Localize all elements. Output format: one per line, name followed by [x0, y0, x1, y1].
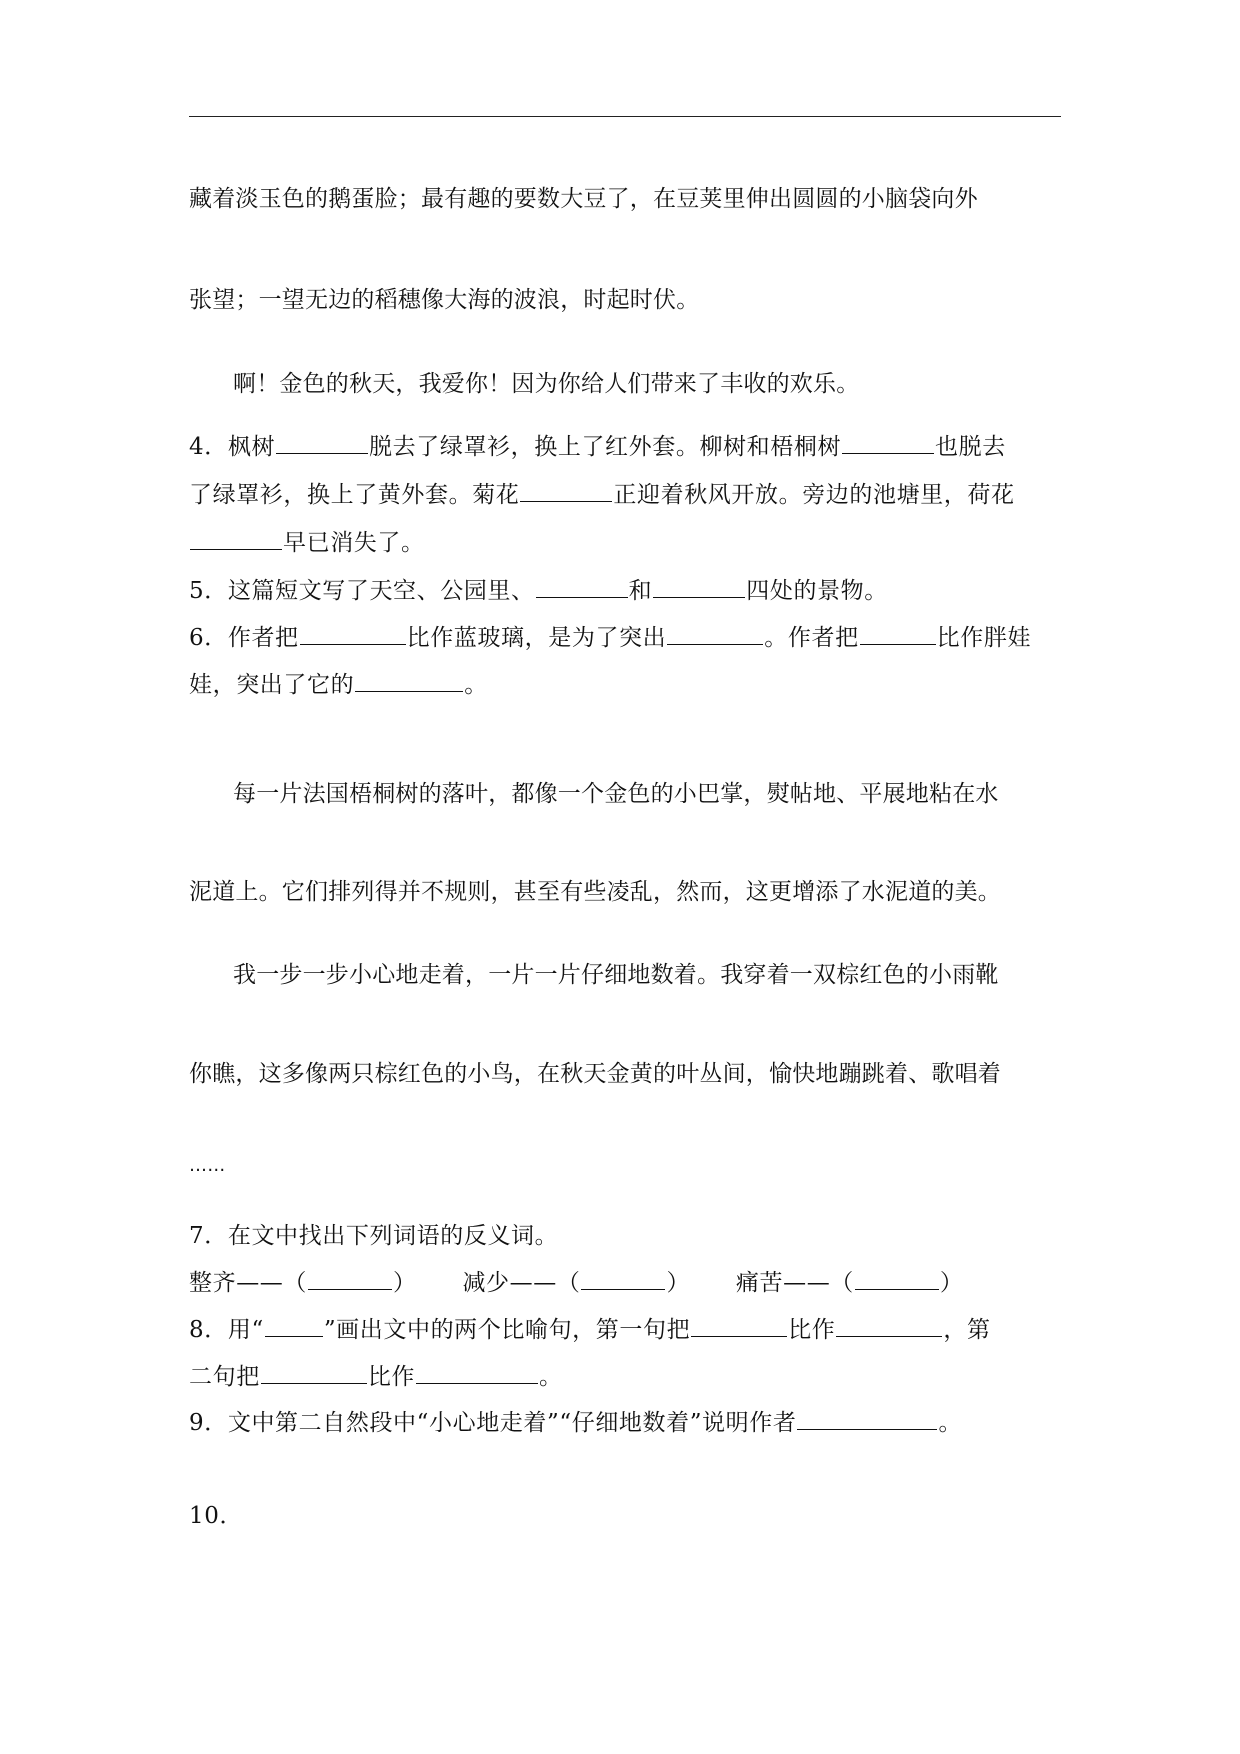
question-8-text: 比作	[367, 1364, 416, 1390]
answer-blank[interactable]	[265, 1332, 323, 1337]
answer-blank[interactable]	[308, 1285, 392, 1290]
question-7-text: 在文中找出下列词语的反义词。	[227, 1223, 559, 1249]
passage2-line-4: 你瞧，这多像两只棕红色的小鸟，在秋天金黄的叶丛间，愉快地蹦跳着、歌唱着	[189, 1061, 1001, 1087]
question-5-number: 5．	[189, 578, 228, 604]
answer-blank[interactable]	[667, 640, 763, 645]
question-5-text: 四处的景物。	[746, 578, 888, 604]
passage1-line-3: 啊！金色的秋天，我爱你！因为你给人们带来了丰收的欢乐。	[233, 371, 860, 397]
question-4-text: 早已消失了。	[283, 530, 425, 556]
question-7-items	[189, 1264, 964, 1297]
passage1-line-1: 藏着淡玉色的鹅蛋脸；最有趣的要数大豆了，在豆荚里伸出圆圆的小脑袋向外	[189, 186, 978, 212]
question-4-text: 枫树	[227, 434, 276, 460]
answer-blank[interactable]	[855, 1285, 939, 1290]
answer-blank[interactable]	[276, 449, 368, 454]
question-6-line-2	[189, 666, 488, 699]
answer-blank[interactable]	[836, 1332, 942, 1337]
antonym-close: ）	[666, 1270, 691, 1296]
answer-blank[interactable]	[416, 1379, 538, 1384]
antonym-close: ）	[393, 1270, 417, 1296]
question-7-prompt	[189, 1217, 558, 1250]
question-9-number: 9．	[189, 1410, 228, 1436]
question-6-text: 娃，突出了它的	[189, 672, 355, 698]
question-7-number: 7．	[189, 1223, 228, 1249]
question-8-line-2	[189, 1358, 563, 1391]
answer-blank[interactable]	[581, 1285, 665, 1290]
question-8-text: 。	[539, 1364, 563, 1390]
passage2-ellipsis: ……	[189, 1155, 226, 1176]
answer-blank[interactable]	[355, 687, 463, 692]
question-6-line-1	[189, 619, 1031, 652]
question-4-line-1	[189, 428, 1006, 461]
question-8-number: 8．	[189, 1317, 228, 1343]
answer-blank[interactable]	[842, 449, 934, 454]
answer-blank[interactable]	[653, 593, 745, 598]
answer-blank[interactable]	[860, 640, 936, 645]
question-6-text: 。作者把	[764, 625, 859, 651]
question-4-text: 了绿罩衫，换上了黄外套。菊花	[189, 482, 520, 508]
question-8-text: 二句把	[189, 1364, 260, 1390]
answer-blank[interactable]	[261, 1379, 367, 1384]
answer-blank[interactable]	[520, 497, 612, 502]
question-10-number: 10．	[189, 1503, 244, 1529]
question-8-text: ”画出文中的两个比喻句，第一句把	[323, 1317, 691, 1343]
antonym-word: 整齐——（	[189, 1270, 307, 1296]
question-8-text: 比作	[788, 1317, 836, 1343]
passage2-line-2: 泥道上。它们排列得并不规则，甚至有些凌乱，然而，这更增添了水泥道的美。	[189, 879, 1001, 905]
header-rule	[189, 116, 1061, 117]
antonym-word: 痛苦——（	[735, 1270, 854, 1296]
question-8-line-1	[189, 1311, 991, 1344]
question-9-text: 文中第二自然段中“小心地走着”“仔细地数着”说明作者	[227, 1410, 797, 1436]
answer-blank[interactable]	[190, 545, 282, 550]
question-6-number: 6．	[189, 625, 228, 651]
question-4-number: 4．	[189, 434, 228, 460]
answer-blank[interactable]	[536, 593, 628, 598]
question-4-text: 也脱去	[935, 434, 1006, 460]
passage1-line-2: 张望；一望无边的稻穗像大海的波浪，时起时伏。	[189, 287, 700, 313]
answer-blank[interactable]	[691, 1332, 787, 1337]
question-4-line-3	[189, 524, 425, 557]
question-4-text: 脱去了绿罩衫，换上了红外套。柳树和梧桐树	[369, 434, 842, 460]
answer-blank[interactable]	[300, 640, 406, 645]
antonym-close: ）	[939, 1270, 964, 1296]
question-6-text: 比作胖娃	[936, 625, 1032, 651]
question-6-text: 比作蓝玻璃，是为了突出	[406, 625, 667, 651]
answer-blank[interactable]	[797, 1425, 937, 1430]
passage2-line-3: 我一步一步小心地走着，一片一片仔细地数着。我穿着一双棕红色的小雨靴	[233, 962, 999, 988]
question-6-text: 作者把	[227, 625, 299, 651]
question-5-text: 和	[628, 578, 653, 604]
passage2-line-1: 每一片法国梧桐树的落叶，都像一个金色的小巴掌，熨帖地、平展地粘在水	[233, 781, 999, 807]
question-4-text: 正迎着秋风开放。旁边的池塘里，荷花	[613, 482, 1015, 508]
question-5-text: 这篇短文写了天空、公园里、	[227, 578, 535, 604]
question-9	[189, 1404, 962, 1437]
question-8-text: 用“	[227, 1317, 264, 1343]
question-4-line-2	[189, 476, 1015, 509]
question-6-text: 。	[464, 672, 488, 698]
question-9-text: 。	[938, 1410, 963, 1436]
question-5	[189, 572, 888, 605]
question-8-text: ，第	[943, 1317, 991, 1343]
antonym-word: 减少——（	[462, 1270, 581, 1296]
